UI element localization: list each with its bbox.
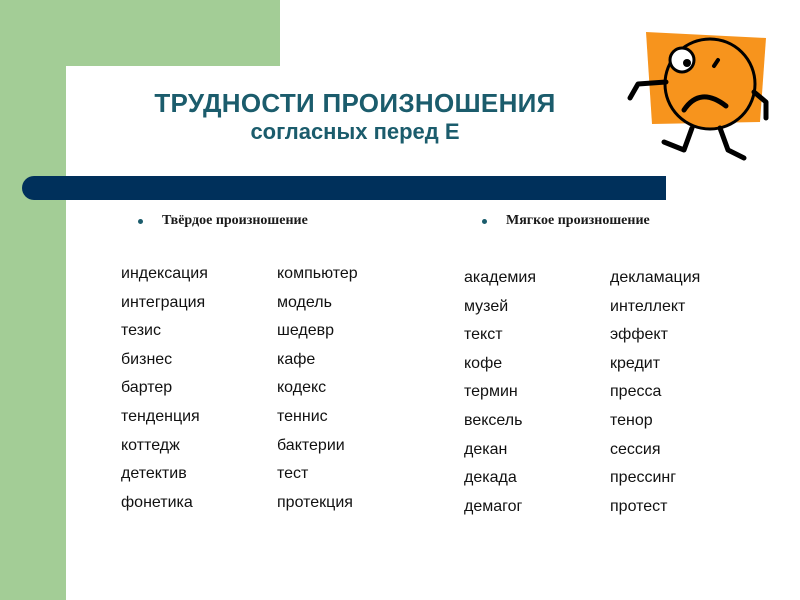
soft-word-column-1	[464, 264, 536, 521]
word-item: декламация	[610, 269, 701, 286]
bullet-icon	[138, 219, 143, 224]
divider-bar	[22, 176, 666, 200]
word-item: тезис	[121, 322, 161, 340]
word-item: шедевр	[277, 322, 335, 340]
hard-pronunciation-heading	[162, 213, 308, 229]
word-item: эффект	[610, 326, 668, 344]
title-line-1: ТРУДНОСТИ ПРОИЗНОШЕНИЯ	[154, 88, 556, 118]
word-item: кафе	[277, 350, 316, 368]
hard-word-column-1	[121, 260, 208, 517]
word-item: демагог	[464, 497, 523, 515]
worried-face-icon	[620, 24, 770, 174]
soft-pronunciation-heading	[506, 213, 650, 229]
word-item: кодекс	[277, 379, 327, 397]
word-item: кредит	[610, 354, 661, 372]
word-item: протекция	[277, 493, 353, 511]
hard-word-column-2	[277, 260, 358, 517]
word-item: компьютер	[277, 265, 358, 282]
word-item: индексация	[121, 265, 208, 282]
word-item: коттедж	[121, 436, 180, 454]
word-item: музей	[464, 297, 509, 315]
hard-heading-label: Твёрдое произношение	[162, 213, 308, 228]
word-item: бактерии	[277, 436, 345, 454]
word-item: интеллект	[610, 297, 686, 315]
left-green-bar	[0, 0, 66, 600]
title-line-2: согласных перед Е	[250, 119, 460, 144]
word-item: академия	[464, 269, 536, 286]
word-item: текст	[464, 326, 503, 344]
word-item: теннис	[277, 407, 328, 425]
word-item: модель	[277, 293, 332, 311]
word-item: декан	[464, 440, 508, 458]
word-item: кофе	[464, 354, 503, 372]
word-item: детектив	[121, 465, 187, 483]
word-item: сессия	[610, 440, 661, 458]
page-title	[100, 88, 610, 146]
soft-heading-label: Мягкое произношение	[506, 213, 650, 228]
top-green-block	[66, 0, 280, 66]
word-item: бизнес	[121, 350, 173, 368]
word-item: тест	[277, 465, 309, 483]
word-item: вексель	[464, 411, 523, 429]
word-item: термин	[464, 383, 518, 401]
word-item: прессинг	[610, 469, 677, 487]
word-item: протест	[610, 497, 668, 515]
word-item: интеграция	[121, 293, 206, 311]
word-item: бартер	[121, 379, 173, 397]
bullet-icon	[482, 219, 487, 224]
word-item: тенор	[610, 411, 653, 429]
word-item: декада	[464, 469, 517, 487]
soft-word-column-2	[610, 264, 700, 521]
word-item: пресса	[610, 383, 662, 401]
word-item: фонетика	[121, 493, 193, 511]
word-item: тенденция	[121, 407, 200, 425]
